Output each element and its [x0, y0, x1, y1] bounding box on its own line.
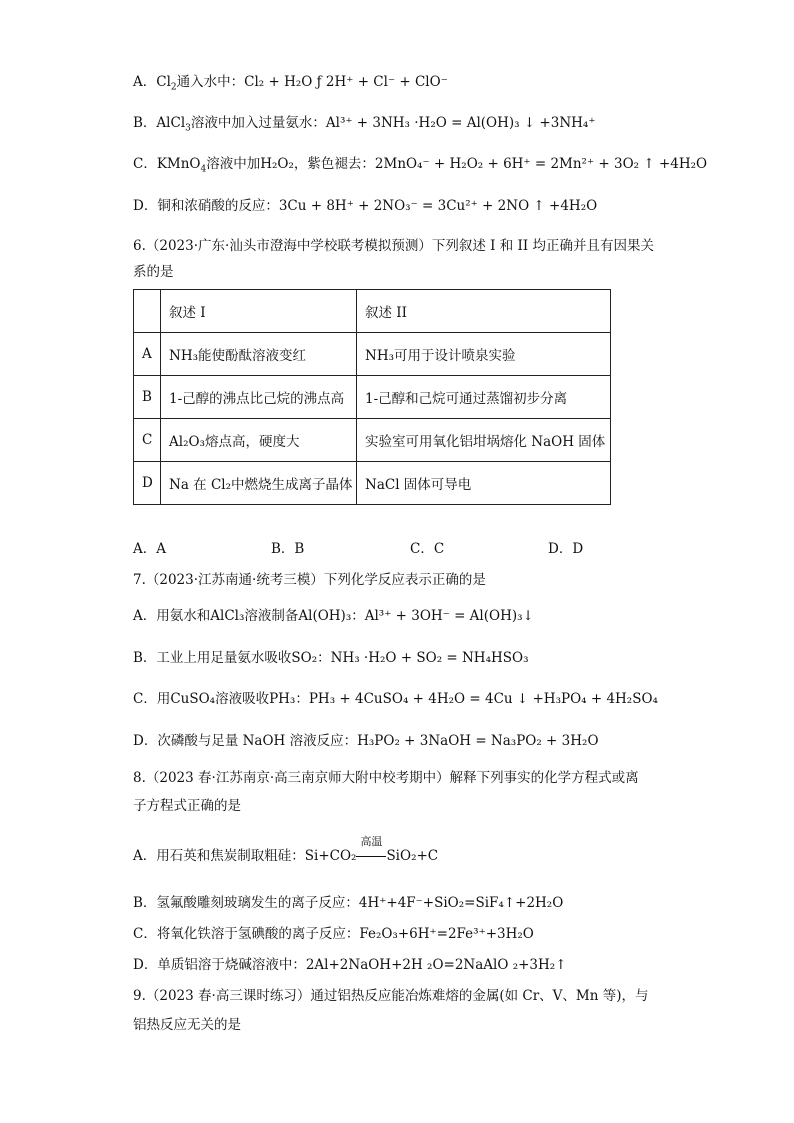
table-cell [134, 290, 161, 333]
q9-stem-line1: 9.（2023 春·高三课时练习）通过铝热反应能冶炼难熔的金属(如 Cr、V、Mn 等)，与 [133, 988, 649, 1004]
q5-b-prefix: B．AlCl [133, 115, 186, 131]
q5-option-a: A．$Cl_2$通入水中：Cl₂ + H₂O ƒ 2H⁺ + Cl⁻ + ClO⁻ [133, 74, 448, 93]
q8-option-b: B．氢氟酸雕刻玻璃发生的离子反应：4H⁺+4F⁻+SiO₂=SiF₄↑+2H₂O [133, 895, 564, 911]
table-cell: NH₃能使酚酞溶液变红 [161, 333, 357, 376]
q7-option-d: D．次磷酸与足量 NaOH 溶液反应：H₃PO₂ + 3NaOH = Na₃PO₂ + 3H₂O [133, 733, 599, 749]
q5-option-b: B．AlCl$_3$溶液中加入过量氨水：Al³⁺ + 3NH₃ ·H₂O = Al(OH)₃ ↓ +3NH₄⁺ [133, 115, 596, 134]
q6-table [133, 289, 611, 505]
q5-option-c: C．KMnO$_4$溶液中加H₂O₂，紫色褪去：2MnO₄⁻ + H₂O₂ + 6H⁺ = 2Mn²⁺ + 3O₂ ↑ +4H₂O [133, 156, 708, 175]
q5-option-d [133, 196, 597, 216]
q5-d-equation: 3Cu + 8H⁺ + 2NO₃⁻ = 3Cu²⁺ + 2NO ↑ +4H₂O [278, 198, 598, 214]
table-cell: C [134, 419, 161, 462]
table-cell: NaCl 固体可导电 [357, 462, 611, 505]
q5-d-text: D．铜和浓硝酸的反应： [133, 198, 279, 214]
table-header-row [134, 290, 611, 333]
table-row [134, 376, 611, 419]
q9-stem-line2: 铝热反应无关的是 [133, 1017, 241, 1033]
table-cell: D [134, 462, 161, 505]
q6-option-b: B．B [271, 541, 305, 557]
q5-a-prefix: A．Cl [133, 74, 171, 90]
q7-option-a: A．用氨水和AlCl₃溶液制备Al(OH)₃：Al³⁺ + 3OH⁻ = Al(OH)₃↓ [133, 608, 534, 624]
table-cell: 叙述 I [161, 290, 357, 333]
q5-b-equation: Al³⁺ + 3NH₃ ·H₂O = Al(OH)₃ ↓ +3NH₄⁺ [325, 115, 596, 131]
q5-c-equation: 2MnO₄⁻ + H₂O₂ + 6H⁺ = 2Mn²⁺ + 3O₂ ↑ +4H₂O [374, 156, 708, 172]
table-cell: 叙述 II [357, 290, 611, 333]
table-cell: Al₂O₃熔点高，硬度大 [161, 419, 357, 462]
q8-stem-line1: 8.（2023 春·江苏南京·高三南京师大附中校考期中）解释下列事实的化学方程式或离 [133, 770, 639, 786]
condition-label: 高温 [360, 835, 383, 848]
q5-c-text: 溶液中加 [206, 156, 261, 172]
q7-option-b: B．工业上用足量氨水吸收SO₂：NH₃ ·H₂O + SO₂ = NH₄HSO₃ [133, 650, 529, 666]
table-cell: 实验室可用氧化铝坩埚熔化 NaOH 固体 [357, 419, 611, 462]
condition-bar [356, 856, 386, 857]
q8-option-c: C．将氧化铁溶于氢碘酸的离子反应：Fe₂O₃+6H⁺=2Fe³⁺+3H₂O [133, 926, 534, 942]
table-row [134, 419, 611, 462]
table-cell: 1-己醇和己烷可通过蒸馏初步分离 [357, 376, 611, 419]
q5-b-text: 溶液中加入过量氨水： [190, 115, 326, 131]
q8-option-a [133, 835, 439, 866]
table-cell: NH₃可用于设计喷泉实验 [357, 333, 611, 376]
table-cell: A [134, 333, 161, 376]
q6-stem-line1: 6.（2023·广东·汕头市澄海中学校联考模拟预测）下列叙述 I 和 II 均正确并且有因果关 [133, 238, 654, 254]
q8-a-tail: SiO₂+C [386, 848, 439, 864]
q7-option-c: C．用CuSO₄溶液吸收PH₃：PH₃ + 4CuSO₄ + 4H₂O = 4Cu ↓ +H₃PO₄ + 4H₂SO₄ [133, 691, 658, 707]
q6-option-c: C．C [410, 541, 445, 557]
table-cell: 1-己醇的沸点比己烷的沸点高 [161, 376, 357, 419]
table-cell: Na 在 Cl₂中燃烧生成离子晶体 [161, 462, 357, 505]
q8-a-text: A．用石英和焦炭制取粗硅：Si+CO₂ [133, 848, 357, 864]
q5-a-equation: Cl₂ + H₂O ƒ 2H⁺ + Cl⁻ + ClO⁻ [244, 74, 448, 90]
reaction-condition [356, 835, 386, 866]
q5-c-prefix: C．KMnO [133, 156, 201, 172]
q7-stem: 7.（2023·江苏南通·统考三模）下列化学反应表示正确的是 [133, 572, 486, 588]
q8-option-d: D．单质铝溶于烧碱溶液中：2Al+2NaOH+2H ₂O=2NaAlO ₂+3H₂↑ [133, 957, 567, 973]
q6-stem-line2: 系的是 [133, 264, 174, 280]
table-row [134, 462, 611, 505]
q6-option-a: A．A [133, 541, 166, 557]
table-cell: B [134, 376, 161, 419]
q8-stem-line2: 子方程式正确的是 [133, 798, 241, 814]
q5-a-text: 通入水中： [176, 74, 245, 90]
table-row [134, 333, 611, 376]
q5-c-mid: H₂O₂，紫色褪去： [260, 156, 375, 172]
q6-option-d: D．D [548, 541, 584, 557]
